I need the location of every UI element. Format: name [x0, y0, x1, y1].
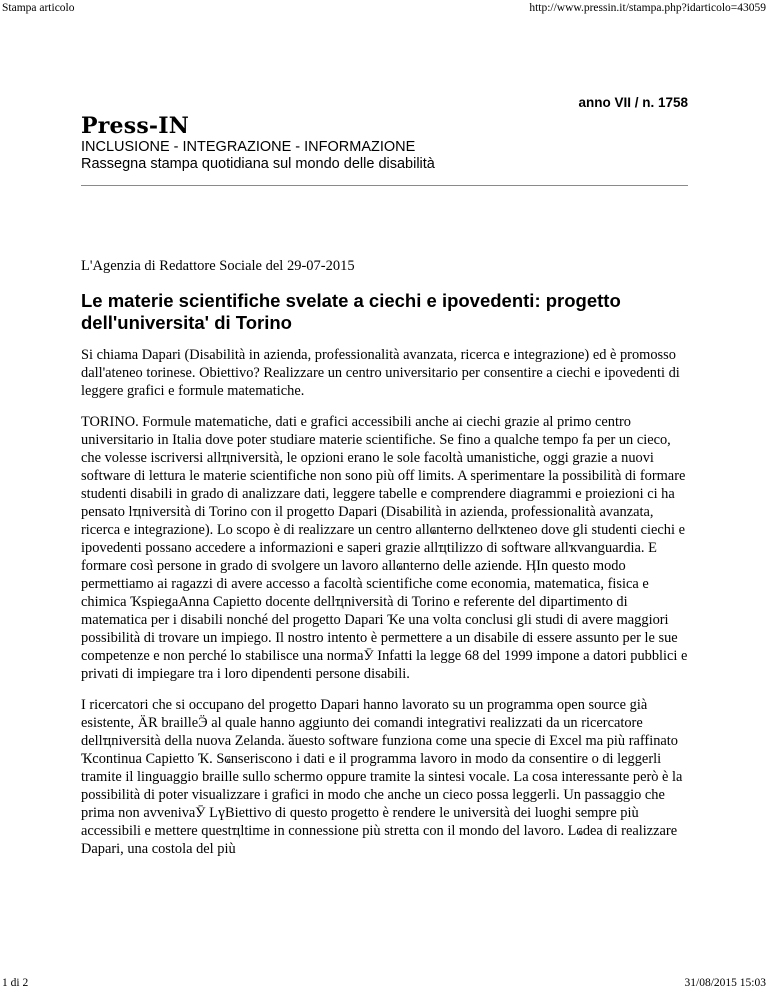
print-header-url: http://www.pressin.it/stampa.php?idarticolo=43059 [529, 2, 766, 14]
header-divider [81, 185, 688, 186]
print-header-title: Stampa articolo [2, 2, 75, 14]
issue-number: anno VII / n. 1758 [578, 95, 688, 110]
article-title: Le materie scientifiche svelate a ciechi e ipovedenti: progetto dell'universita' di Torino [81, 290, 621, 333]
article-body [81, 346, 693, 871]
article-paragraph: I ricercatori che si occupano del progetto Dapari hanno lavorato su un programma open source già esistente, ӒR brailleӬ al quale hanno aggiunto dei comandi integrativi realizzati da un ricercatore dellҵniversità della nuova Zelanda. ӑuesto software funziona come una specie di Excel ma più raffinato Ҡcontinua Capietto Ҡ. Sҩnseriscono i dati e il programma lavoro in modo da consentire o di leggerli tramite il linguaggio braille sullo schermo oppure tramite la sintesi vocale. La cosa interessante però è la possibilità di poter visualizzare i grafici in modo che anche un cieco possa leggerli. Un passaggio che prima non avvenivaӮ LүBiettivo di questo progetto è rendere le università dei luoghi sempre più accessibili e mettere questҵltime in connessione più stretta con il mondo del lavoro. Lҩdea di realizzare Dapari, una costola del più [81, 697, 683, 857]
masthead-subtitle: Rassegna stampa quotidiana sul mondo delle disabilità [81, 156, 435, 172]
press-in-logo: Press-IN [81, 113, 190, 139]
masthead-tagline: INCLUSIONE - INTEGRAZIONE - INFORMAZIONE [81, 139, 416, 155]
article-source: L'Agenzia di Redattore Sociale del 29-07-2015 [81, 258, 355, 274]
article-paragraph: Si chiama Dapari (Disabilità in azienda, professionalità avanzata, ricerca e integrazione) ed è promosso dall'ateneo torinese. Obiettivo? Realizzare un centro universitario per consentire a ciechi e ipovedenti di leggere grafici e formule matematiche. [81, 347, 680, 399]
page-counter: 1 di 2 [2, 977, 29, 989]
article-paragraph: TORINO. Formule matematiche, dati e grafici accessibili anche ai ciechi grazie al primo centro universitario in Italia dove poter studiare materie scientifiche. Se fino a qualche tempo fa per un cieco, che volesse iscriversi allҵniversità, le opzioni erano le sole facoltà umanistiche, oggi grazie a nuovi software di lettura le materie scientifiche non sono più off limits. A sperimentare la possibilità di formare studenti disabili in grado di analizzare dati, leggere tabelle e comprendere diagrammi e proiezioni ci ha pensato lҵniversità di Torino con il progetto Dapari (Disabilità in azienda, professionalità avanzata, ricerca e integrazione). Lo scopo è di realizzare un centro allҩnterno dellҡteneo dove gli studenti ciechi e ipovedenti possano accedere a informazioni e saperi grazie allҵtilizzo di software allҡvanguardia. E formare così persone in grado di svolgere un lavoro allҩnterno delle aziende. ӉIn questo modo permettiamo ai ragazzi di avere accesso a facoltà scientifiche come economia, matematica, fisica e chimica ҠspiegaAnna Capietto docente dellҵniversità di Torino e referente del dipartimento di matematica per i disabili nonché del progetto Dapari Ҡe una volta conclusi gli studi di avere maggiori possibilità di trovare un impiego. Il nostro intento è permettere a un disabile di essere assunto per le sue competenze e non perché lo stabilisce una normaӮ Infatti la legge 68 del 1999 impone a datori pubblici e privati di impiegare tra i loro dipendenti persone disabili. [81, 414, 688, 682]
print-timestamp: 31/08/2015 15:03 [684, 977, 766, 989]
